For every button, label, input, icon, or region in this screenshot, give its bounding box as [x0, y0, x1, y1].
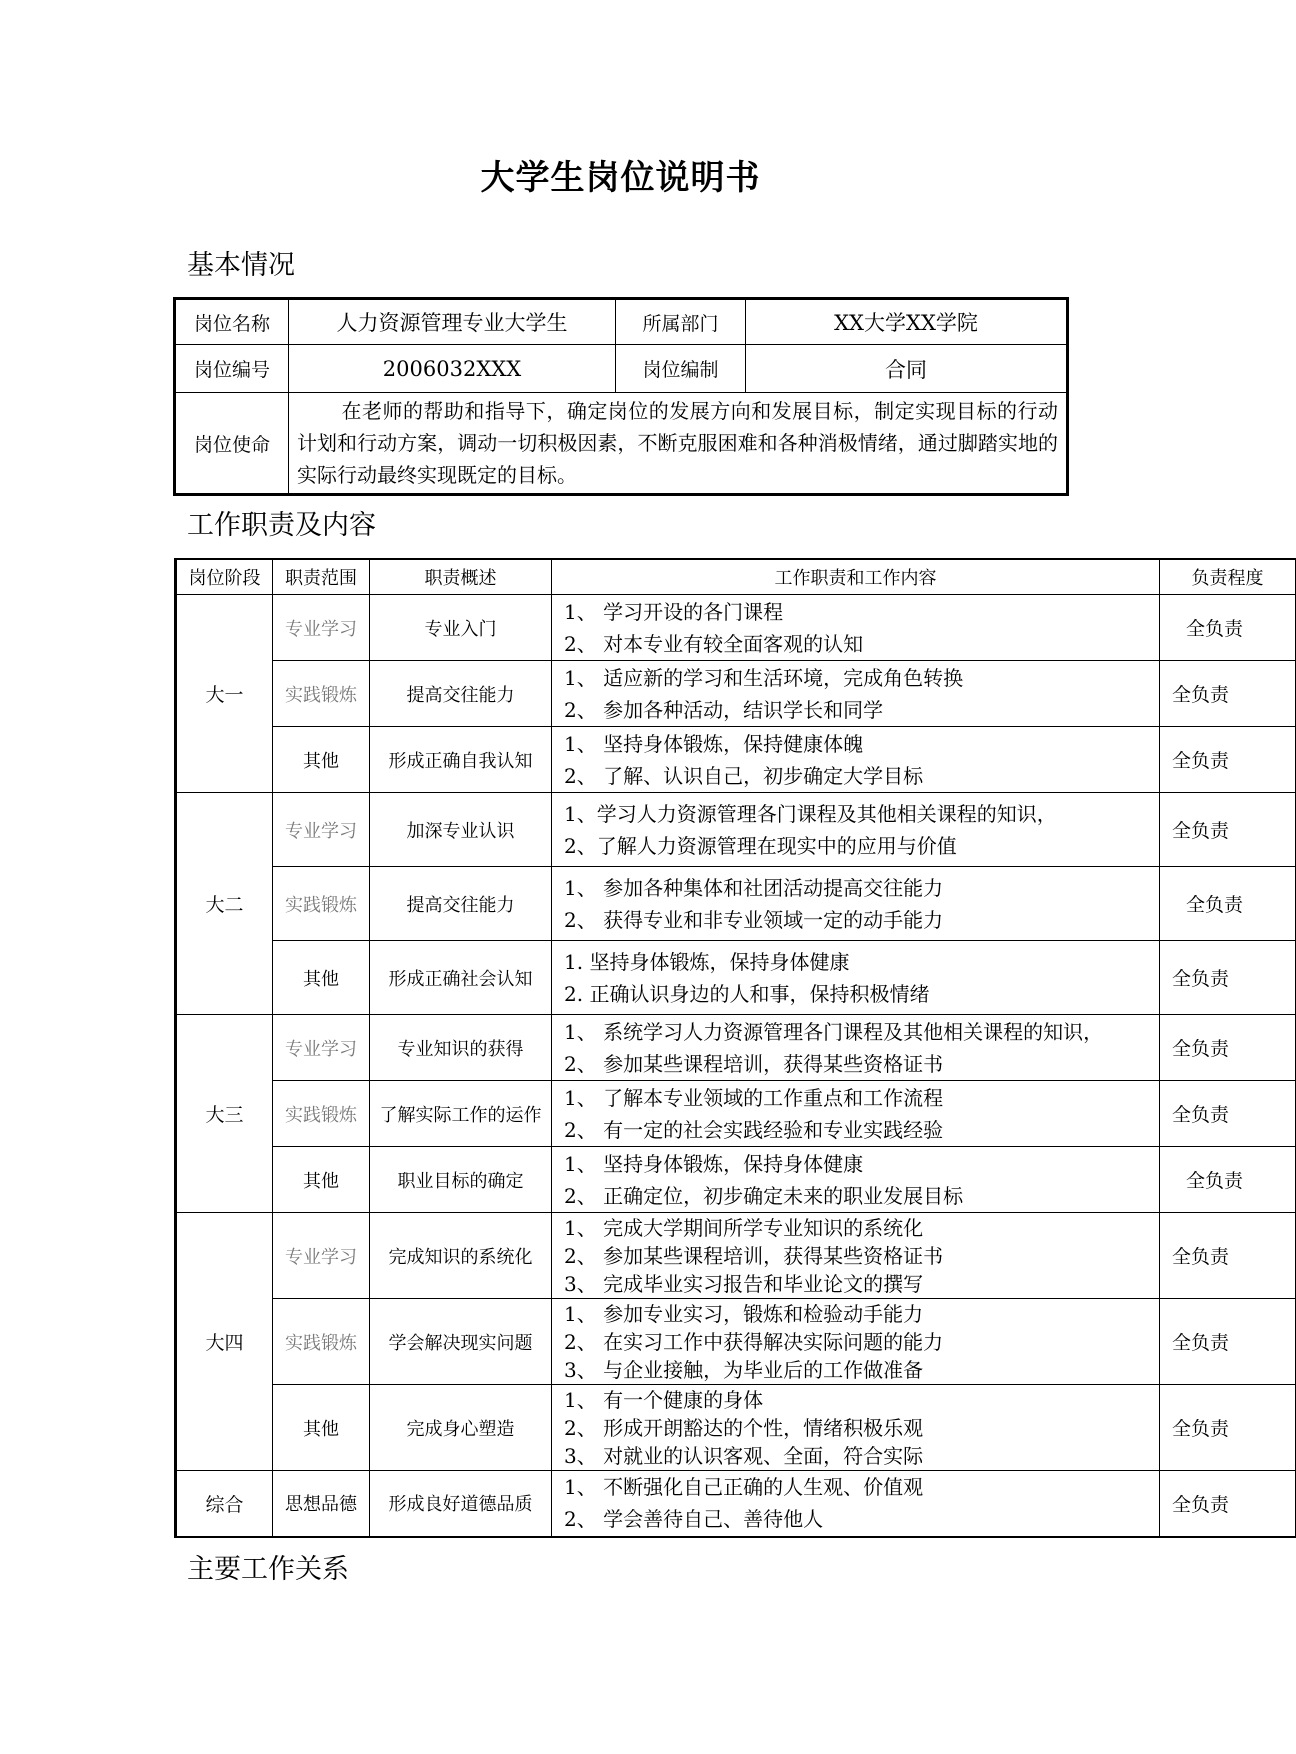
- duty-scope: 思想品德: [273, 1471, 370, 1537]
- duty-summary: 提高交往能力: [370, 867, 552, 941]
- duty-responsibility: 全负责: [1160, 1213, 1296, 1299]
- duty-scope: 专业学习: [273, 1015, 370, 1081]
- duty-content-item: 2、 有一定的社会实践经验和专业实践经验: [564, 1117, 944, 1142]
- staffing-value: 合同: [746, 345, 1068, 393]
- duty-content-item: 2、 获得专业和非专业领域一定的动手能力: [564, 907, 944, 932]
- duty-row: [176, 595, 1296, 661]
- duty-responsibility: 全负责: [1160, 1015, 1296, 1081]
- duty-row: [176, 1147, 1296, 1213]
- mission-label: 岗位使命: [175, 393, 289, 495]
- duty-content-item: 2、 参加各种活动，结识学长和同学: [564, 697, 884, 722]
- duty-scope: 专业学习: [273, 793, 370, 867]
- basic-info-table: [173, 297, 1069, 496]
- duty-scope: 其他: [273, 727, 370, 793]
- duty-content-item: 3、 与企业接触，为毕业后的工作做准备: [564, 1357, 924, 1382]
- duty-row: [176, 727, 1296, 793]
- duty-summary: 职业目标的确定: [370, 1147, 552, 1213]
- duty-content-item: 2、 参加某些课程培训，获得某些资格证书: [564, 1243, 944, 1268]
- header-content: 工作职责和工作内容: [552, 559, 1160, 595]
- duty-summary: 了解实际工作的运作: [370, 1081, 552, 1147]
- duty-scope: 其他: [273, 1147, 370, 1213]
- duty-content-item: 2、了解人力资源管理在现实中的应用与价值: [564, 833, 957, 858]
- duty-content: [552, 1471, 1160, 1537]
- duty-content-item: 1、 有一个健康的身体: [564, 1387, 764, 1412]
- duty-content-item: 2、 学会善待自己、善待他人: [564, 1507, 824, 1532]
- duty-content-item: 2. 正确认识身边的人和事，保持积极情绪: [564, 981, 930, 1006]
- duty-summary: 学会解决现实问题: [370, 1299, 552, 1385]
- duty-content-item: 3、 完成毕业实习报告和毕业论文的撰写: [564, 1271, 924, 1296]
- duty-content-item: 3、 对就业的认识客观、全面，符合实际: [564, 1443, 924, 1468]
- position-no-value: 2006032XXX: [289, 345, 616, 393]
- duty-content-item: 1、 学习开设的各门课程: [564, 599, 784, 624]
- duty-content-item: 1、 了解本专业领域的工作重点和工作流程: [564, 1085, 944, 1110]
- duty-summary: 提高交往能力: [370, 661, 552, 727]
- position-no-label: 岗位编号: [175, 345, 289, 393]
- duties-header-row: [176, 559, 1296, 595]
- duty-content: [552, 1385, 1160, 1471]
- duty-summary: 形成正确社会认知: [370, 941, 552, 1015]
- duty-scope: 专业学习: [273, 1213, 370, 1299]
- duty-content: [552, 941, 1160, 1015]
- duty-scope: 其他: [273, 941, 370, 1015]
- document-title: 大学生岗位说明书: [480, 158, 761, 198]
- department-label: 所属部门: [616, 299, 746, 345]
- stage-label: 大一: [176, 595, 273, 793]
- duty-responsibility: 全负责: [1160, 661, 1296, 727]
- duty-content: [552, 727, 1160, 793]
- duty-scope: 实践锻炼: [273, 1081, 370, 1147]
- stage-label: 大四: [176, 1213, 273, 1471]
- duty-content-item: 2、 参加某些课程培训，获得某些资格证书: [564, 1051, 944, 1076]
- duty-responsibility: 全负责: [1160, 1471, 1296, 1537]
- duty-content-item: 2、 了解、认识自己，初步确定大学目标: [564, 763, 924, 788]
- header-scope: 职责范围: [273, 559, 370, 595]
- duty-row: [176, 1471, 1296, 1537]
- duty-summary: 完成身心塑造: [370, 1385, 552, 1471]
- duty-responsibility: 全负责: [1160, 1147, 1296, 1213]
- position-name-label: 岗位名称: [175, 299, 289, 345]
- duty-responsibility: 全负责: [1160, 941, 1296, 1015]
- staffing-label: 岗位编制: [616, 345, 746, 393]
- duty-content: [552, 1213, 1160, 1299]
- duties-table-container: [174, 558, 1264, 1540]
- header-stage: 岗位阶段: [176, 559, 273, 595]
- mission-body: 在老师的帮助和指导下，确定岗位的发展方向和发展目标，制定实现目标的行动计划和行动方案，调动一切积极因素，不断克服困难和各种消极情绪，通过脚踏实地的实际行动最终实现既定的目标。: [297, 399, 1058, 487]
- duty-scope: 实践锻炼: [273, 661, 370, 727]
- section-heading-basic: 基本情况: [187, 250, 295, 281]
- duty-summary: 专业入门: [370, 595, 552, 661]
- duty-summary: 形成正确自我认知: [370, 727, 552, 793]
- duty-content: [552, 793, 1160, 867]
- duties-table: [174, 558, 1296, 1538]
- duty-content-item: 1、 坚持身体锻炼，保持健康体魄: [564, 731, 864, 756]
- duty-content: [552, 1081, 1160, 1147]
- duty-responsibility: 全负责: [1160, 1385, 1296, 1471]
- duty-row: [176, 793, 1296, 867]
- duty-content-item: 1、 适应新的学习和生活环境，完成角色转换: [564, 665, 964, 690]
- duty-summary: 形成良好道德品质: [370, 1471, 552, 1537]
- duty-content-item: 1、 参加各种集体和社团活动提高交往能力: [564, 875, 944, 900]
- duty-content-item: 1、 系统学习人力资源管理各门课程及其他相关课程的知识，: [564, 1019, 1104, 1044]
- duty-responsibility: 全负责: [1160, 793, 1296, 867]
- duty-row: [176, 661, 1296, 727]
- duty-responsibility: 全负责: [1160, 1081, 1296, 1147]
- mission-text: [289, 393, 1068, 495]
- header-summary: 职责概述: [370, 559, 552, 595]
- duty-content-item: 2、 正确定位，初步确定未来的职业发展目标: [564, 1183, 964, 1208]
- duty-row: [176, 1213, 1296, 1299]
- stage-label: 大三: [176, 1015, 273, 1213]
- stage-label: 综合: [176, 1471, 273, 1537]
- duty-row: [176, 1081, 1296, 1147]
- duty-content: [552, 661, 1160, 727]
- duty-row: [176, 941, 1296, 1015]
- stage-label: 大二: [176, 793, 273, 1015]
- duty-content-item: 1、 完成大学期间所学专业知识的系统化: [564, 1215, 924, 1240]
- duty-row: [176, 1299, 1296, 1385]
- duty-content: [552, 1299, 1160, 1385]
- header-responsibility: 负责程度: [1160, 559, 1296, 595]
- duty-content-item: 1、学习人力资源管理各门课程及其他相关课程的知识，: [564, 801, 1057, 826]
- duty-content-item: 1、 参加专业实习，锻炼和检验动手能力: [564, 1301, 924, 1326]
- duty-scope: 其他: [273, 1385, 370, 1471]
- duty-summary: 专业知识的获得: [370, 1015, 552, 1081]
- section-heading-relations: 主要工作关系: [187, 1554, 349, 1585]
- duty-summary: 完成知识的系统化: [370, 1213, 552, 1299]
- duty-responsibility: 全负责: [1160, 595, 1296, 661]
- duty-content: [552, 867, 1160, 941]
- duty-responsibility: 全负责: [1160, 727, 1296, 793]
- duty-row: [176, 1385, 1296, 1471]
- position-name-value: 人力资源管理专业大学生: [289, 299, 616, 345]
- duty-row: [176, 867, 1296, 941]
- department-value: XX大学XX学院: [746, 299, 1068, 345]
- duty-responsibility: 全负责: [1160, 1299, 1296, 1385]
- section-heading-duties: 工作职责及内容: [187, 510, 376, 541]
- duty-content: [552, 595, 1160, 661]
- duty-content: [552, 1015, 1160, 1081]
- duty-content-item: 2、 对本专业有较全面客观的认知: [564, 631, 864, 656]
- duty-summary: 加深专业认识: [370, 793, 552, 867]
- duty-row: [176, 1015, 1296, 1081]
- duty-scope: 实践锻炼: [273, 867, 370, 941]
- duty-content-item: 1. 坚持身体锻炼，保持身体健康: [564, 949, 850, 974]
- duty-responsibility: 全负责: [1160, 867, 1296, 941]
- duty-scope: 专业学习: [273, 595, 370, 661]
- duty-content-item: 2、 在实习工作中获得解决实际问题的能力: [564, 1329, 944, 1354]
- duty-content-item: 1、 坚持身体锻炼，保持身体健康: [564, 1151, 864, 1176]
- duty-content-item: 2、 形成开朗豁达的个性，情绪积极乐观: [564, 1415, 924, 1440]
- duty-content: [552, 1147, 1160, 1213]
- duty-content-item: 1、 不断强化自己正确的人生观、价值观: [564, 1475, 924, 1500]
- duty-scope: 实践锻炼: [273, 1299, 370, 1385]
